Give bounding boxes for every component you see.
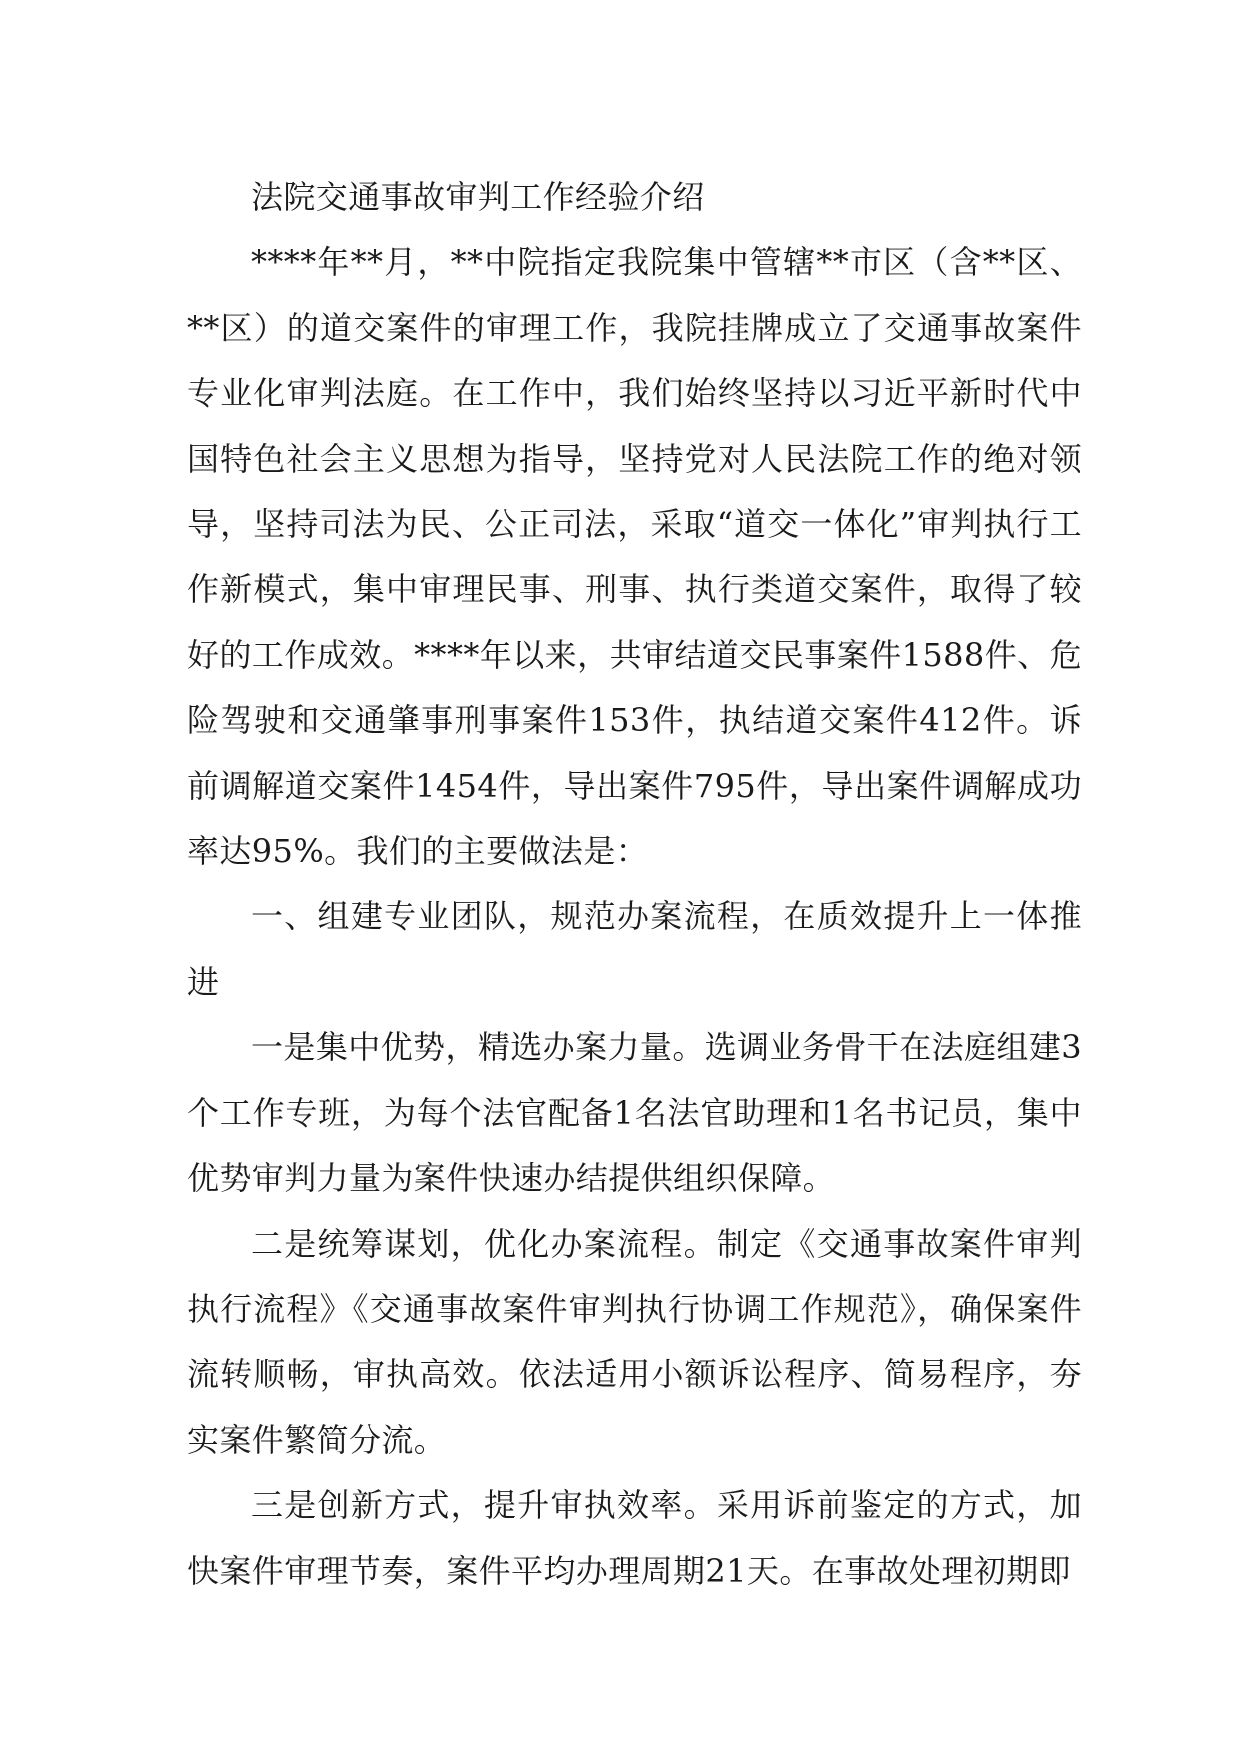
paragraph-point-2: 二是统筹谋划，优化办案流程。制定《交通事故案件审判执行流程》《交通事故案件审判执行协调工作规范》，确保案件流转顺畅，审执高效。依法适用小额诉讼程序、简易程序，夯实案件繁简分流。 [187, 1224, 1082, 1459]
paragraph-intro: ****年**月，**中院指定我院集中管辖**市区（含**区、**区）的道交案件的审理工作，我院挂牌成立了交通事故案件专业化审判法庭。在工作中，我们始终坚持以习近平新时代中国特色社会主义思想为指导，坚持党对人民法院工作的绝对领导，坚持司法为民、公正司法，采取“道交一体化”审判执行工作新模式，集中审理民事、刑事、执行类道交案件，取得了较好的工作成效。****年以来，共审结道交民事案件1588件、危险驾驶和交通肇事刑事案件153件，执结道交案件412件。诉前调解道交案件1454件，导出案件795件，导出案件调解成功率达95%。我们的主要做法是： [187, 243, 1082, 871]
document-page [187, 165, 1082, 1604]
document-title: 法院交通事故审判工作经验介绍 [251, 178, 705, 216]
paragraph-point-3: 三是创新方式，提升审执效率。采用诉前鉴定的方式，加快案件审理节奏，案件平均办理周期21天。在事故处理初期即 [187, 1486, 1082, 1590]
section-heading-1: 一、组建专业团队，规范办案流程，在质效提升上一体推进 [187, 897, 1082, 1001]
paragraph-point-1: 一是集中优势，精选办案力量。选调业务骨干在法庭组建3个工作专班，为每个法官配备1名法官助理和1名书记员，集中优势审判力量为案件快速办结提供组织保障。 [187, 1028, 1082, 1198]
